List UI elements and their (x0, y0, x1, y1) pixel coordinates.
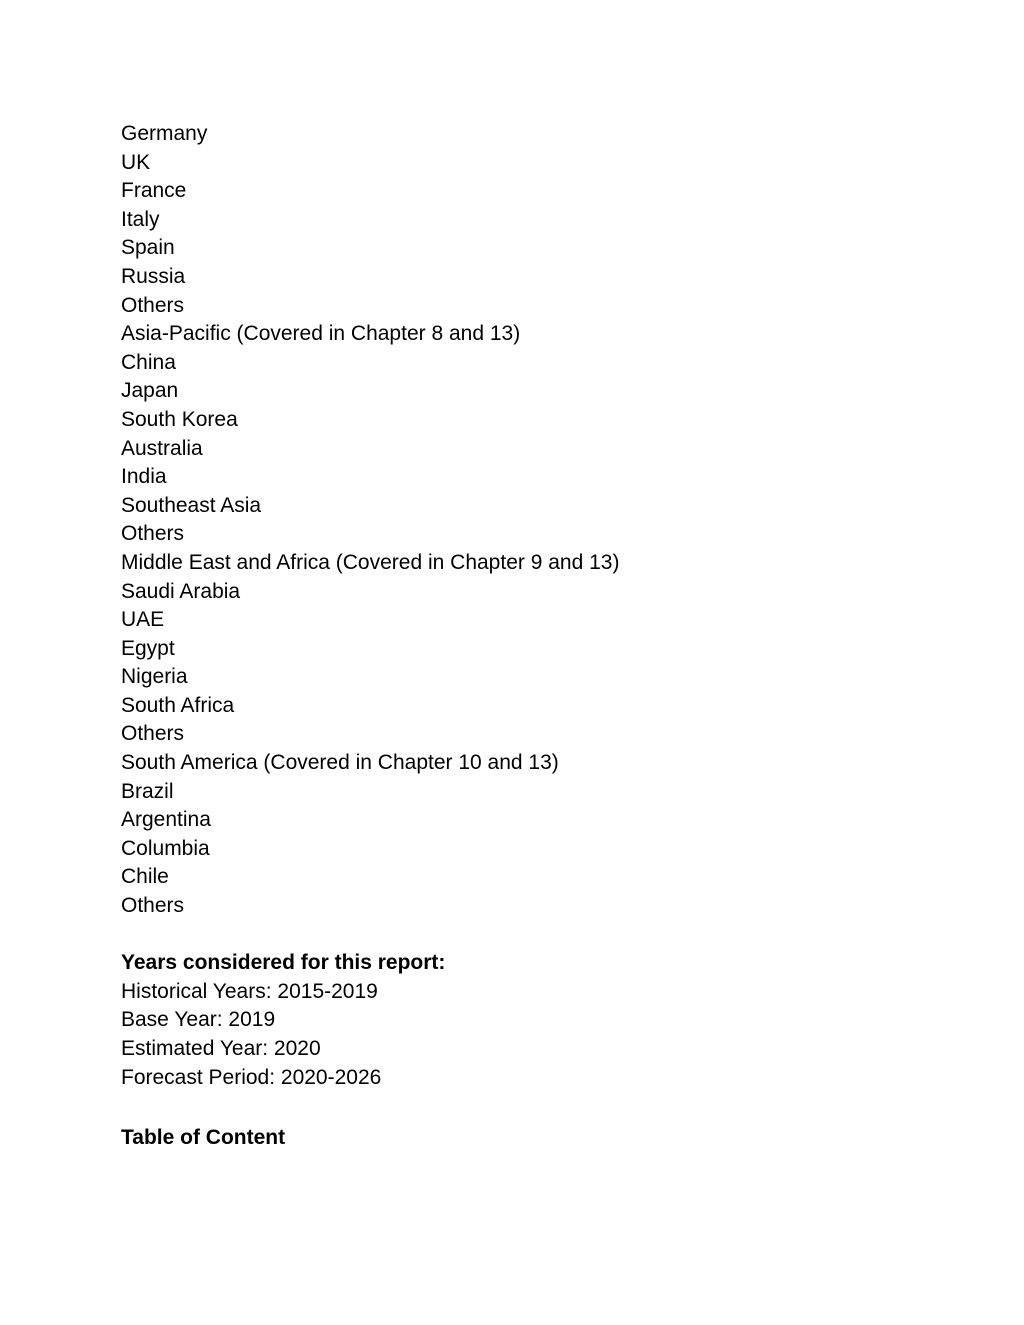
historical-years: Historical Years: 2015-2019 (121, 979, 378, 1003)
list-item: Germany (121, 122, 208, 145)
list-item: Spain (121, 236, 175, 260)
list-item: Others (121, 293, 185, 317)
list-item: Russia (121, 264, 186, 288)
region-heading-asia-pacific: Asia-Pacific (Covered in Chapter 8 and 13) (121, 322, 521, 346)
list-item: Japan (121, 379, 179, 403)
region-heading-south-america: South America (Covered in Chapter 10 and 13) (121, 751, 559, 775)
regions-list (121, 120, 981, 921)
list-item: Others (121, 522, 185, 546)
forecast-period: Forecast Period: 2020-2026 (121, 1065, 382, 1089)
list-item: Southeast Asia (121, 493, 262, 517)
blank-line (121, 1092, 981, 1124)
region-heading-middle-east-africa: Middle East and Africa (Covered in Chapter 9 and 13) (121, 550, 620, 574)
blank-line (121, 921, 981, 950)
years-heading: Years considered for this report: (121, 951, 446, 975)
list-item: Egypt (121, 636, 175, 660)
list-item: South Africa (121, 693, 235, 717)
list-item: Italy (121, 207, 160, 231)
list-item: South Korea (121, 407, 238, 431)
list-item: UAE (121, 608, 165, 632)
list-item: UK (121, 150, 151, 174)
base-year: Base Year: 2019 (121, 1008, 276, 1032)
list-item: Others (121, 894, 185, 918)
list-item: Chile (121, 865, 169, 889)
list-item: Argentina (121, 808, 211, 832)
list-item: Saudi Arabia (121, 579, 241, 603)
list-item: Columbia (121, 836, 210, 860)
toc-heading: Table of Content (121, 1126, 286, 1150)
list-item: Nigeria (121, 665, 188, 689)
estimated-year: Estimated Year: 2020 (121, 1037, 321, 1060)
list-item: India (121, 465, 167, 489)
document-page (121, 120, 981, 1153)
list-item: France (121, 179, 187, 203)
years-section (121, 949, 981, 1092)
list-item: China (121, 350, 176, 374)
list-item: Others (121, 722, 185, 746)
list-item: Brazil (121, 779, 174, 803)
list-item: Australia (121, 436, 203, 460)
